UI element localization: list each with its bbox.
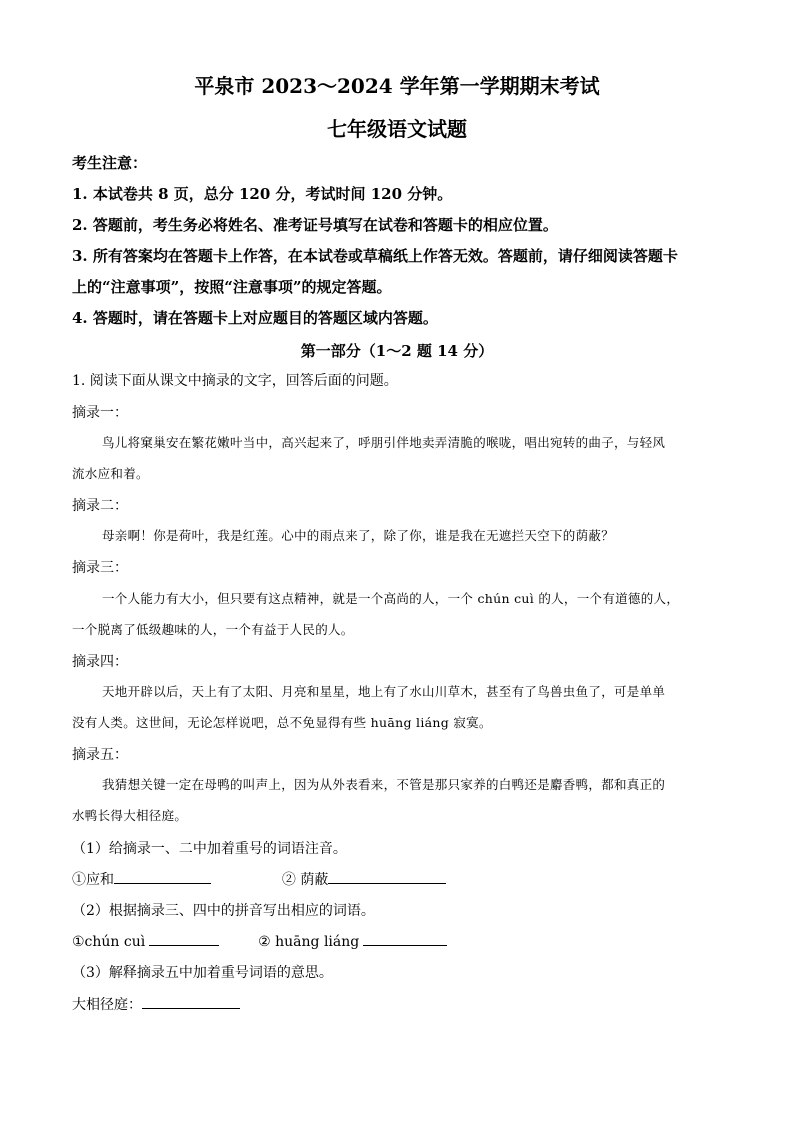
answer-label: ①应和 — [72, 872, 114, 888]
notice-item: 4. 答题时，请在答题卡上对应题目的答题区域内答题。 — [72, 309, 438, 327]
answer-blank[interactable] — [328, 869, 446, 884]
notice-heading: 考生注意： — [72, 154, 148, 172]
excerpt-text: 没有人类。这世间，无论怎样说吧，总不免显得有些 huāng liáng 寂寞。 — [72, 715, 492, 730]
notice-item: 3. 所有答案均在答题卡上作答，在本试卷或草稿纸上作答无效。答题前，请仔细阅读答题卡 — [72, 247, 678, 265]
exam-subtitle: 七年级语文试题 — [327, 117, 467, 141]
excerpt-label: 摘录五： — [72, 747, 128, 763]
excerpt-label: 摘录一： — [72, 405, 128, 421]
answer-label: ② huāng liáng — [258, 934, 360, 950]
excerpt-text: 流水应和着。 — [72, 466, 149, 481]
answer-label: ② 荫蔽 — [281, 872, 329, 888]
answer-label: 大相径庭： — [72, 997, 142, 1013]
answer-blank[interactable] — [142, 994, 240, 1009]
excerpt-text: 鸟儿将窠巢安在繁花嫩叶当中，高兴起来了，呼朋引伴地卖弄清脆的喉咙，唱出宛转的曲子，与轻风 — [102, 435, 666, 450]
excerpt-label: 摘录四： — [72, 654, 128, 670]
exam-title: 平泉市 2023～2024 学年第一学期期末考试 — [194, 74, 600, 98]
excerpt-text: 一个人能力有大小，但只要有这点精神，就是一个高尚的人，一个 chún cuì 的人，一个有道德的人， — [102, 591, 680, 606]
answer-blank[interactable] — [114, 869, 211, 884]
question-stem: 1. 阅读下面从课文中摘录的文字，回答后面的问题。 — [72, 373, 398, 389]
notice-item: 上的“注意事项”，按照“注意事项”的规定答题。 — [72, 278, 392, 296]
answer-blank[interactable] — [149, 931, 219, 946]
excerpt-text: 我猜想关键一定在母鸭的叫声上，因为从外表看来，不管是那只家养的白鸭还是麝香鸭，都和真正的 — [102, 777, 666, 792]
answer-blank[interactable] — [363, 931, 447, 946]
excerpt-text: 天地开辟以后，天上有了太阳、月亮和星星，地上有了水山川草木，甚至有了鸟兽虫鱼了，可是单单 — [102, 684, 666, 699]
notice-item: 2. 答题前，考生务必将姓名、准考证号填写在试卷和答题卡的相应位置。 — [72, 216, 558, 234]
sub-question-2: （2）根据摘录三、四中的拼音写出相应的词语。 — [72, 903, 375, 919]
excerpt-text: 母亲啊！你是荷叶，我是红莲。心中的雨点来了，除了你，谁是我在无遮拦天空下的荫蔽？ — [102, 528, 615, 543]
excerpt-label: 摘录三： — [72, 560, 128, 576]
excerpt-text: 水鸭长得大相径庭。 — [72, 808, 188, 823]
notice-item: 1. 本试卷共 8 页，总分 120 分，考试时间 120 分钟。 — [72, 185, 453, 203]
answer-label: ①chún cuì — [72, 934, 146, 950]
answer-row-3 — [72, 994, 722, 1014]
part-heading: 第一部分（1～2 题 14 分） — [300, 342, 494, 360]
excerpt-text: 一个脱离了低级趣味的人，一个有益于人民的人。 — [72, 622, 354, 637]
sub-question-3: （3）解释摘录五中加着重号词语的意思。 — [72, 965, 333, 981]
excerpt-label: 摘录二： — [72, 498, 128, 514]
sub-question-1: （1）给摘录一、二中加着重号的词语注音。 — [72, 841, 347, 857]
answer-row-1 — [72, 869, 722, 889]
answer-row-2 — [72, 931, 722, 950]
